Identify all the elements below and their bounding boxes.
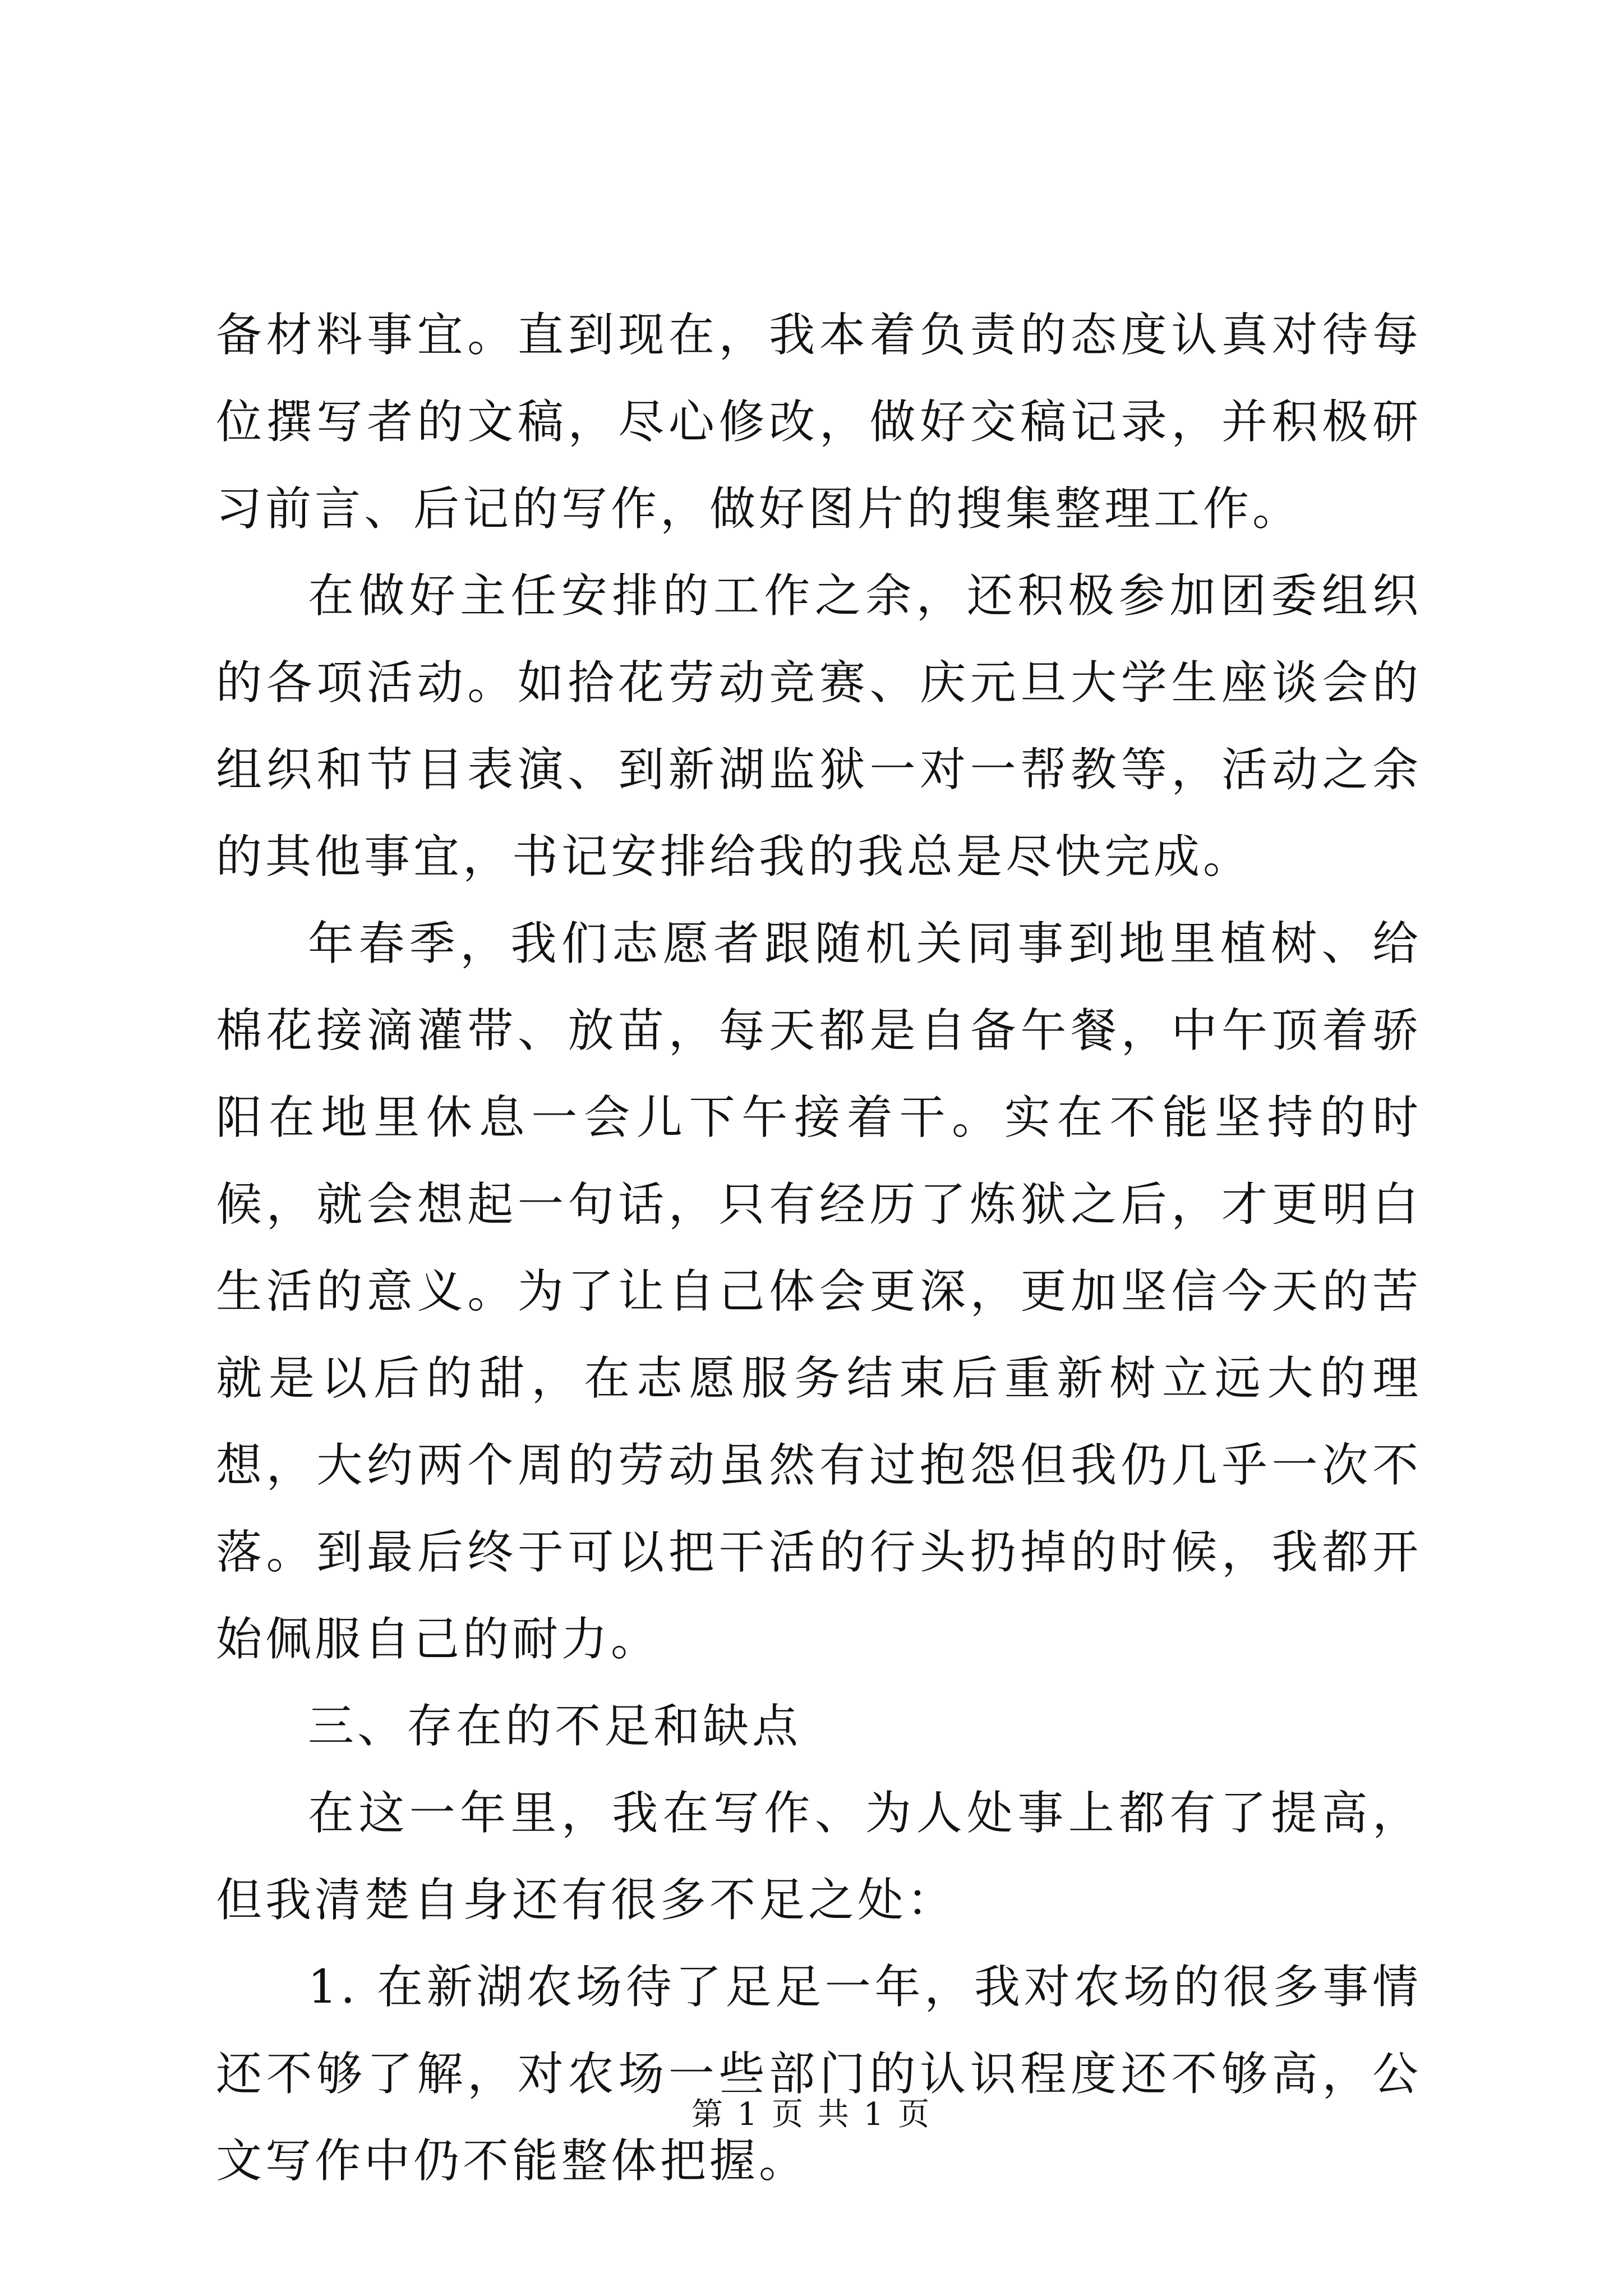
paragraph-1: 备材料事宜。直到现在，我本着负责的态度认真对待每位撰写者的文稿，尽心修改，做好交稿记录，并积极研习前言、后记的写作，做好图片的搜集整理工作。 [216, 309, 1422, 536]
paragraph-2: 在做好主任安排的工作之余，还积极参加团委组织的各项活动。如拾花劳动竞赛、庆元旦大学生座谈会的组织和节目表演、到新湖监狱一对一帮教等，活动之余的其他事宜，书记安排给我的我总是尽快完成。 [216, 569, 1422, 884]
paragraph-3: 年春季，我们志愿者跟随机关同事到地里植树、给棉花接滴灌带、放苗，每天都是自备午餐，中午顶着骄阳在地里休息一会儿下午接着干。实在不能坚持的时候，就会想起一句话，只有经历了炼狱之后，才更明白生活的意义。为了让自己体会更深，更加坚信今天的苦就是以后的甜，在志愿服务结束后重新树立远大的理想，大约两个周的劳动虽然有过抱怨但我仍几乎一次不落。到最后终于可以把干活的行头扔掉的时候，我都开始佩服自己的耐力。 [216, 917, 1422, 1666]
section-heading: 三、存在的不足和缺点 [308, 1700, 802, 1753]
page-footer: 第 1 页 共 1 页 [691, 2096, 932, 2133]
document-body [216, 292, 1422, 2205]
paragraph-5: 1. 在新湖农场待了足足一年，我对农场的很多事情还不够了解，对农场一些部门的认识程度还不够高，公文写作中仍不能整体把握。 [216, 1961, 1422, 2188]
paragraph-4: 在这一年里，我在写作、为人处事上都有了提高，但我清楚自身还有很多不足之处： [216, 1787, 1422, 1927]
